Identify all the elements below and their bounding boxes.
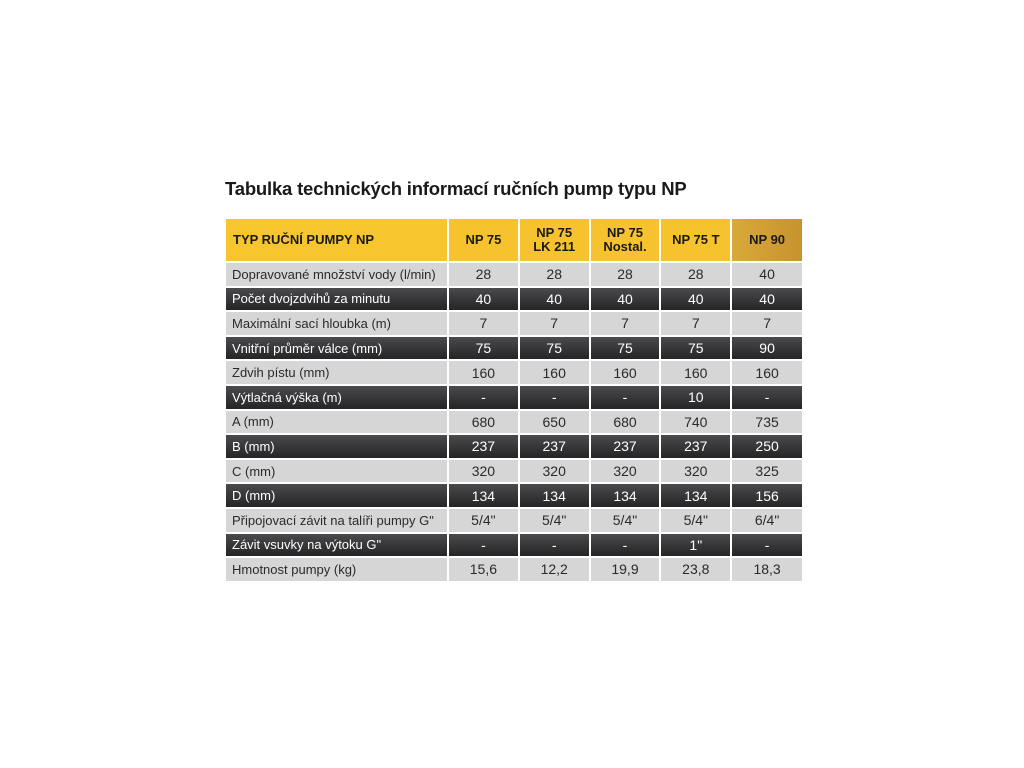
table-row — [226, 483, 802, 508]
row-label: D (mm) — [226, 483, 448, 508]
table-cell: 90 — [731, 336, 802, 361]
pump-spec-table — [226, 219, 802, 583]
table-cell: 12,2 — [519, 557, 590, 582]
table-cell: 134 — [519, 483, 590, 508]
table-cell: 237 — [519, 434, 590, 459]
table-row — [226, 385, 802, 410]
table-cell: 28 — [519, 262, 590, 287]
table-cell: 5/4" — [519, 508, 590, 533]
table-cell: 735 — [731, 410, 802, 435]
table-cell: 7 — [448, 311, 519, 336]
table-cell: 75 — [660, 336, 731, 361]
table-cell: 160 — [519, 360, 590, 385]
header-model-np75: NP 75 — [448, 219, 519, 262]
table-cell: 740 — [660, 410, 731, 435]
table-cell: - — [731, 533, 802, 558]
table-cell: 320 — [519, 459, 590, 484]
table-row — [226, 557, 802, 582]
row-label: Počet dvojzdvihů za minutu — [226, 287, 448, 312]
table-cell: 40 — [448, 287, 519, 312]
table-cell: 6/4" — [731, 508, 802, 533]
table-cell: 5/4" — [590, 508, 661, 533]
table-cell: 28 — [590, 262, 661, 287]
table-cell: 75 — [590, 336, 661, 361]
table-cell: 19,9 — [590, 557, 661, 582]
row-label: Výtlačná výška (m) — [226, 385, 448, 410]
table-row — [226, 434, 802, 459]
table-cell: 680 — [448, 410, 519, 435]
page-title: Tabulka technických informací ručních pump typu NP — [225, 178, 687, 199]
table-row — [226, 533, 802, 558]
table-cell: 40 — [731, 287, 802, 312]
row-label: C (mm) — [226, 459, 448, 484]
table-cell: 237 — [448, 434, 519, 459]
table-cell: - — [448, 533, 519, 558]
row-label: Vnitřní průměr válce (mm) — [226, 336, 448, 361]
table-cell: 40 — [660, 287, 731, 312]
table-row — [226, 262, 802, 287]
table-cell: 10 — [660, 385, 731, 410]
table-cell: 7 — [590, 311, 661, 336]
table-cell: 75 — [519, 336, 590, 361]
table-cell: 7 — [519, 311, 590, 336]
row-label: B (mm) — [226, 434, 448, 459]
table-cell: 7 — [731, 311, 802, 336]
row-label: Maximální sací hloubka (m) — [226, 311, 448, 336]
table-cell: 134 — [448, 483, 519, 508]
table-cell: 40 — [731, 262, 802, 287]
table-row — [226, 508, 802, 533]
table-cell: 7 — [660, 311, 731, 336]
row-label: A (mm) — [226, 410, 448, 435]
table-cell: 160 — [660, 360, 731, 385]
table-cell: 320 — [660, 459, 731, 484]
table-cell: 134 — [590, 483, 661, 508]
table-cell: 250 — [731, 434, 802, 459]
table-cell: - — [448, 385, 519, 410]
table-cell: - — [731, 385, 802, 410]
row-label: Dopravované množství vody (l/min) — [226, 262, 448, 287]
table-cell: 650 — [519, 410, 590, 435]
table-cell: 75 — [448, 336, 519, 361]
table-row — [226, 287, 802, 312]
table-cell: 134 — [660, 483, 731, 508]
table-header-row — [226, 219, 802, 262]
table-cell: 15,6 — [448, 557, 519, 582]
table-cell: - — [590, 385, 661, 410]
header-type-label: TYP RUČNÍ PUMPY NP — [226, 219, 448, 262]
table-row — [226, 410, 802, 435]
table-cell: 160 — [448, 360, 519, 385]
table-cell: 680 — [590, 410, 661, 435]
table-cell: 160 — [590, 360, 661, 385]
row-label: Zdvih pístu (mm) — [226, 360, 448, 385]
table-cell: 237 — [590, 434, 661, 459]
table-cell: - — [519, 533, 590, 558]
table-cell: - — [590, 533, 661, 558]
table-cell: - — [519, 385, 590, 410]
header-model-np75-lk211: NP 75 LK 211 — [519, 219, 590, 262]
table-cell: 23,8 — [660, 557, 731, 582]
table-cell: 160 — [731, 360, 802, 385]
row-label: Hmotnost pumpy (kg) — [226, 557, 448, 582]
table-cell: 320 — [590, 459, 661, 484]
header-model-np75-nostal: NP 75 Nostal. — [590, 219, 661, 262]
table-cell: 5/4" — [660, 508, 731, 533]
row-label: Závit vsuvky na výtoku G" — [226, 533, 448, 558]
table-row — [226, 336, 802, 361]
table-cell: 156 — [731, 483, 802, 508]
table-cell: 40 — [590, 287, 661, 312]
table-cell: 28 — [448, 262, 519, 287]
table-cell: 5/4" — [448, 508, 519, 533]
table-cell: 325 — [731, 459, 802, 484]
table-row — [226, 311, 802, 336]
header-model-np90: NP 90 — [731, 219, 802, 262]
row-label: Připojovací závit na talíři pumpy G" — [226, 508, 448, 533]
table-cell: 320 — [448, 459, 519, 484]
table-row — [226, 360, 802, 385]
table-row — [226, 459, 802, 484]
table-cell: 18,3 — [731, 557, 802, 582]
table-cell: 1" — [660, 533, 731, 558]
table-cell: 237 — [660, 434, 731, 459]
header-model-np75t: NP 75 T — [660, 219, 731, 262]
table-cell: 40 — [519, 287, 590, 312]
table-cell: 28 — [660, 262, 731, 287]
